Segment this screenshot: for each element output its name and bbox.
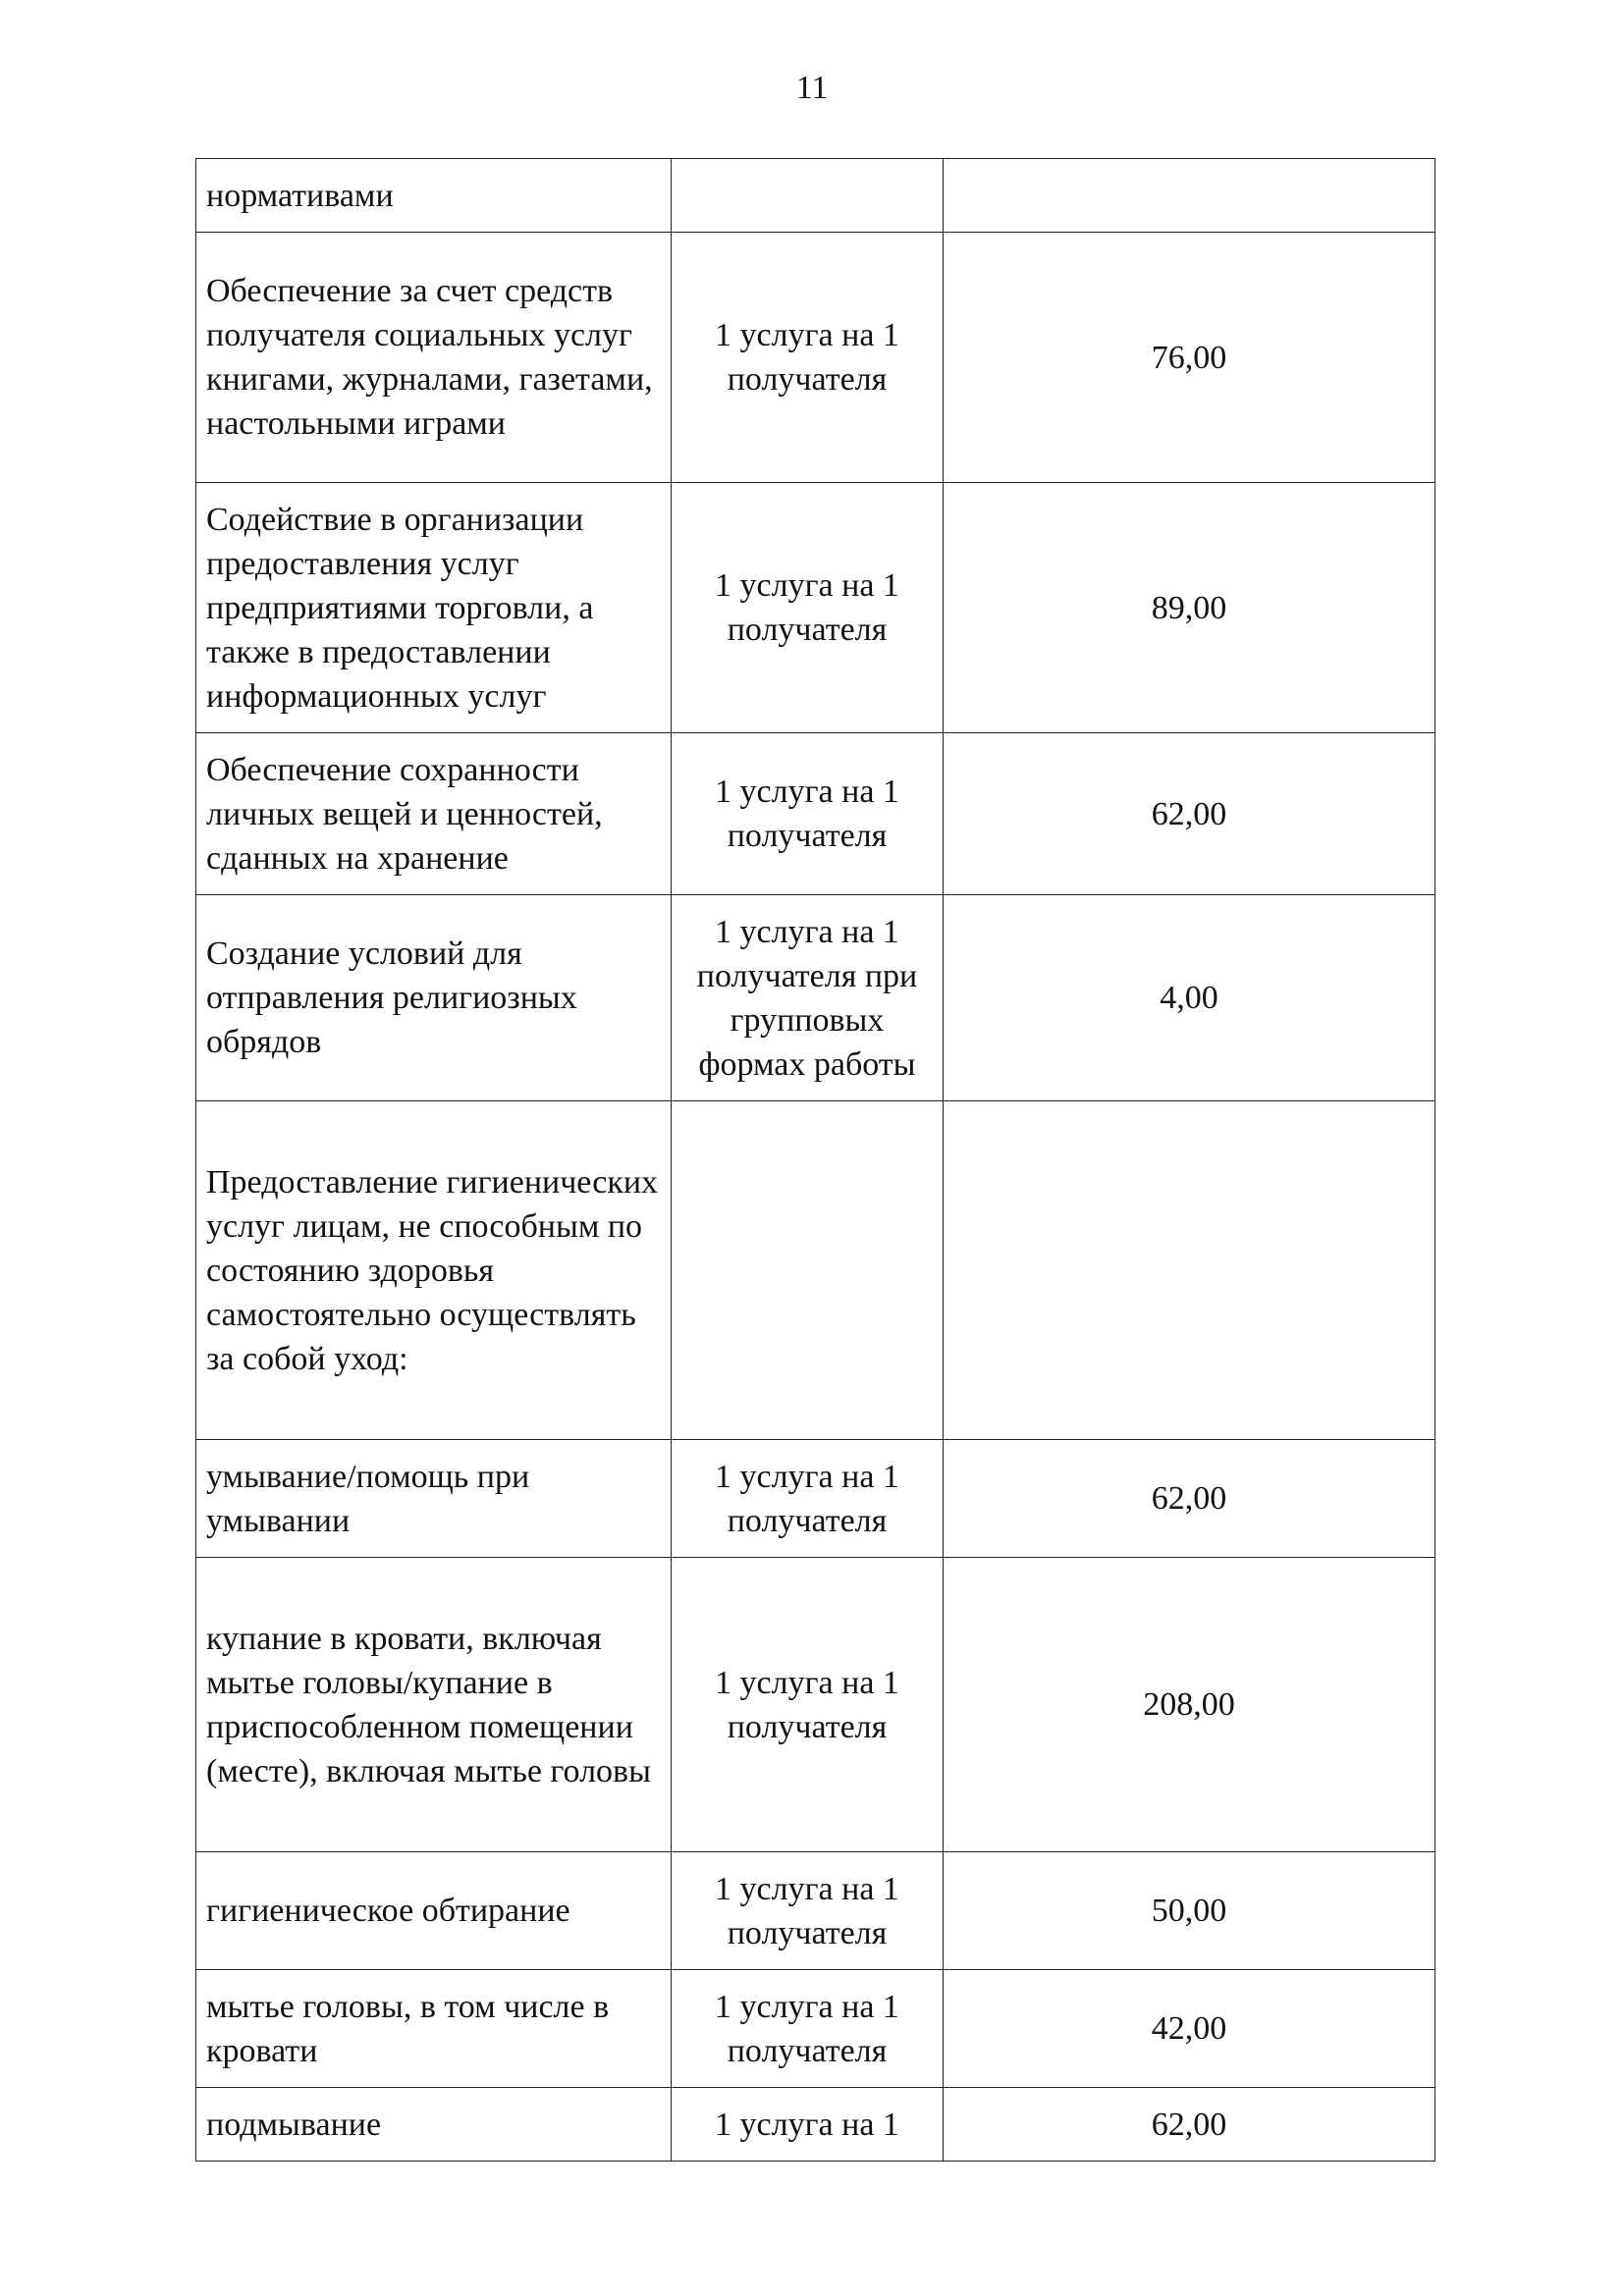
services-price-table	[195, 158, 1435, 2162]
table-row	[196, 159, 1435, 233]
table-row	[196, 233, 1435, 483]
table-row	[196, 1852, 1435, 1970]
unit-cell: 1 услуга на 1 получателя при групповых формах работы	[672, 895, 944, 1101]
table-row	[196, 2088, 1435, 2162]
unit-cell: 1 услуга на 1 получателя	[672, 1852, 944, 1970]
price-cell: 62,00	[944, 733, 1435, 895]
unit-cell	[672, 1101, 944, 1440]
table-row	[196, 895, 1435, 1101]
page-number: 11	[795, 70, 829, 106]
table-row	[196, 1558, 1435, 1852]
unit-cell: 1 услуга на 1 получателя	[672, 733, 944, 895]
price-cell	[944, 1101, 1435, 1440]
table-row	[196, 1440, 1435, 1558]
unit-cell: 1 услуга на 1 получателя	[672, 1440, 944, 1558]
table-row	[196, 1970, 1435, 2088]
service-name-cell: мытье головы, в том числе в кровати	[196, 1970, 672, 2088]
price-cell: 89,00	[944, 483, 1435, 733]
unit-cell: 1 услуга на 1 получателя	[672, 1558, 944, 1852]
price-cell: 4,00	[944, 895, 1435, 1101]
service-name-cell: купание в кровати, включая мытье головы/купание в приспособленном помещении (месте), включая мытье головы	[196, 1558, 672, 1852]
service-name-cell: Обеспечение за счет средств получателя социальных услуг книгами, журналами, газетами, настольными играми	[196, 233, 672, 483]
service-name-cell: подмывание	[196, 2088, 672, 2162]
service-name-cell: Содействие в организации предоставления услуг предприятиями торговли, а также в предоставлении информационных услуг	[196, 483, 672, 733]
price-cell: 62,00	[944, 2088, 1435, 2162]
service-name-cell: Предоставление гигиенических услуг лицам, не способным по состоянию здоровья самостоятельно осуществлять за собой уход:	[196, 1101, 672, 1440]
unit-cell	[672, 159, 944, 233]
service-name-cell: Создание условий для отправления религиозных обрядов	[196, 895, 672, 1101]
service-name-cell: Обеспечение сохранности личных вещей и ценностей, сданных на хранение	[196, 733, 672, 895]
service-name-cell: умывание/помощь при умывании	[196, 1440, 672, 1558]
table-row	[196, 1101, 1435, 1440]
price-cell: 208,00	[944, 1558, 1435, 1852]
table-row	[196, 483, 1435, 733]
price-cell: 76,00	[944, 233, 1435, 483]
service-name-cell: нормативами	[196, 159, 672, 233]
unit-cell: 1 услуга на 1	[672, 2088, 944, 2162]
service-name-cell: гигиеническое обтирание	[196, 1852, 672, 1970]
unit-cell: 1 услуга на 1 получателя	[672, 233, 944, 483]
unit-cell: 1 услуга на 1 получателя	[672, 1970, 944, 2088]
price-cell	[944, 159, 1435, 233]
unit-cell: 1 услуга на 1 получателя	[672, 483, 944, 733]
table-row	[196, 733, 1435, 895]
price-cell: 62,00	[944, 1440, 1435, 1558]
price-cell: 42,00	[944, 1970, 1435, 2088]
price-cell: 50,00	[944, 1852, 1435, 1970]
